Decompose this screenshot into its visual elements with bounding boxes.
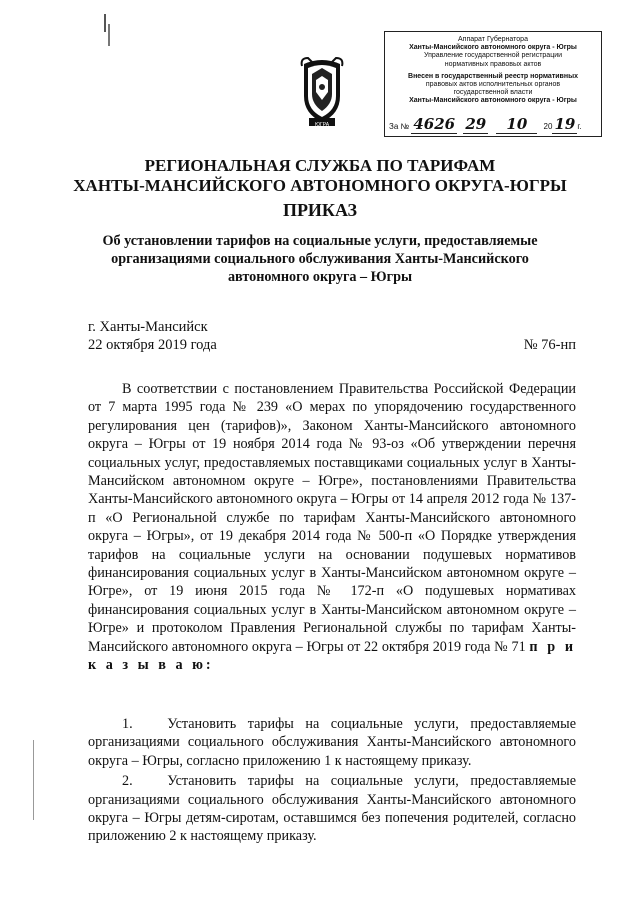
scan-artifact: [104, 14, 106, 32]
order-word: п р и к а з ы в а ю:: [88, 638, 576, 674]
stamp-reg-year-prefix: 20: [543, 121, 553, 131]
stamp-line: Ханты-Мансийского автономного округа - Югры: [409, 97, 577, 105]
stamp-line: Аппарат Губернатора: [458, 36, 528, 43]
stamp-line: Управление государственной регистрации: [423, 52, 563, 60]
document-number: № 76-нп: [523, 337, 576, 353]
stamp-reg-prefix: За №: [389, 121, 410, 131]
org-name-line2: ХАНТЫ-МАНСИЙСКОГО АВТОНОМНОГО ОКРУГА-ЮГРЫ: [73, 176, 567, 195]
stamp-reg-number: 4626: [413, 114, 456, 133]
stamp-line: нормативных правовых актов: [444, 60, 542, 68]
city: г. Ханты-Мансийск: [88, 319, 208, 335]
stamp-line: государственной власти: [453, 89, 533, 97]
stamp-reg-day: 29: [465, 114, 487, 133]
stamp-registration: [389, 114, 582, 133]
coat-of-arms-icon: [300, 56, 344, 130]
scan-artifact: [33, 740, 34, 820]
order-item: 1. Установить тарифы на социальные услуги, предоставляемые организациями социального обслуживания Ханты-Мансийского автономного округа – Югры, согласно приложению 1 к настоящему приказу.: [88, 716, 576, 769]
document-date: 22 октября 2019 года: [88, 337, 217, 353]
order-item: 2. Установить тарифы на социальные услуги, предоставляемые организациями социального обслуживания Ханты-Мансийского автономного округа – Югры детям-сиротам, оставшимся без попечения родителей, согласно приложению 2 к настоящему приказу.: [88, 773, 576, 845]
stamp-reg-month: 10: [496, 115, 537, 134]
org-name-line1: РЕГИОНАЛЬНАЯ СЛУЖБА ПО ТАРИФАМ: [144, 156, 496, 175]
stamp-reg-suffix: г.: [577, 121, 582, 131]
registration-stamp: [384, 31, 602, 137]
preamble: [88, 380, 576, 675]
stamp-line: правовых актов исполнительных органов: [425, 81, 561, 89]
stamp-reg-year: 19: [554, 114, 576, 133]
emblem-caption: ЮГРА: [314, 122, 330, 128]
stamp-line: Внесен в государственный реестр нормативных: [408, 72, 578, 80]
order-items: [88, 715, 576, 848]
preamble-text: В соответствии с постановлением Правительства Российской Федерации от 7 марта 1995 года № 239 «О мерах по упорядочению государственного регулирования цен (тарифов)», Законом Ханты-Мансийского автономного округа – Югры от 19 ноября 2014 года № 93-оз «Об утверждении перечня социальных услуг, предоставляемых поставщиками социальных услуг в Ханты-Мансийском автономном округе – Югре», постановлениями Правительства Ханты-Мансийского автономного округа – Югры от 14 апреля 2012 года № 137-п «О Региональной службе по тарифам Ханты-Мансийского автономного округа – Югры», от 19 декабря 2014 года № 500-п «О Порядке утверждения тарифов на социальные услуги на основании подушевых нормативов финансирования социальных услуг в Ханты-Мансийском автономном округе – Югре», от 19 июня 2015 года № 172-п «О подушевых нормативах финансирования социальных услуг в Ханты-Мансийском автономном округе – Югре» и протоколом Правления Региональной службы по тарифам Ханты-Мансийского автономного округа – Югры от 22 октября 2019 года № 71: [88, 381, 576, 655]
stamp-line: Ханты-Мансийского автономного округа - Югры: [409, 44, 577, 52]
scan-artifact: [108, 24, 110, 46]
document-type: ПРИКАЗ: [282, 200, 358, 220]
document-subject: Об установлении тарифов на социальные услуги, предоставляемые организациями социального обслуживания Ханты-Мансийского автономного округа – Югры: [102, 233, 538, 285]
